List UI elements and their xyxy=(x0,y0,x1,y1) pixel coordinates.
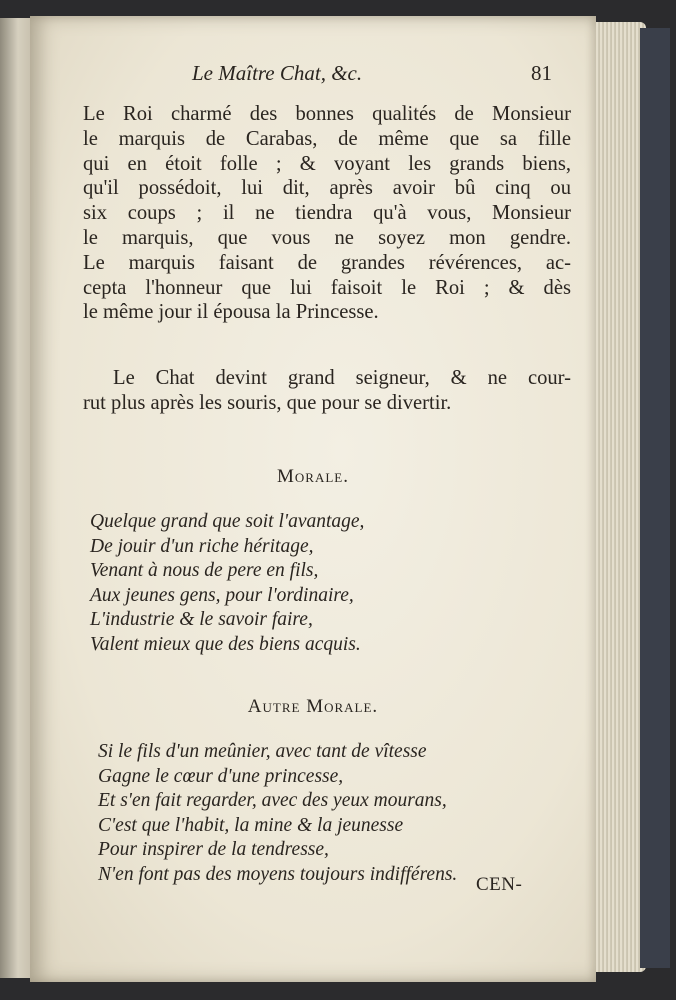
paragraph-line: Le Roi charmé des bonnes qualités de Monsieur xyxy=(83,103,571,125)
running-head xyxy=(192,61,552,86)
autre-morale-verse xyxy=(98,740,457,887)
book-cover-edge xyxy=(640,28,670,968)
paragraph-line: le marquis, que vous ne soyez mon gendre. xyxy=(83,226,571,249)
verse-line: C'est que l'habit, la mine & la jeunesse xyxy=(98,814,404,836)
running-title: Le Maître Chat, &c. xyxy=(192,61,363,85)
verse-line: Pour inspirer de la tendresse, xyxy=(98,839,329,860)
paragraph-line: qui en étoit folle ; & voyant les grands biens, xyxy=(83,152,571,175)
paragraph-line: Le marquis faisant de grandes révérences, ac- xyxy=(83,251,571,274)
catchword: CEN- xyxy=(476,874,523,895)
verse-line: Valent mieux que des biens acquis. xyxy=(90,633,361,655)
paragraph-line: le même jour il épousa la Princesse. xyxy=(83,301,379,324)
verse-line: De jouir d'un riche héritage, xyxy=(90,535,314,557)
paragraph-line: cepta l'honneur que lui faisoit le Roi ; & dès xyxy=(83,276,571,299)
page-stack-edge xyxy=(588,22,646,972)
paragraph-line: Le Chat devint grand seigneur, & ne cour- xyxy=(113,367,571,389)
verse-line: Gagne le cœur d'une princesse, xyxy=(98,765,344,787)
verse-line: Venant à nous de pere en fils, xyxy=(90,560,319,581)
paragraph-2 xyxy=(83,366,571,416)
morale-heading: Morale. xyxy=(277,466,349,487)
facing-page-edge xyxy=(0,18,31,978)
verse-line: Si le fils d'un meûnier, avec tant de vîtesse xyxy=(98,741,427,762)
paragraph-line: qu'il possédoit, lui dit, après avoir bû cinq ou xyxy=(83,177,571,200)
paragraph-1 xyxy=(83,102,571,325)
paragraph-line: le marquis de Carabas, de même que sa fille xyxy=(83,127,571,150)
paragraph-line: six coups ; il ne tiendra qu'à vous, Monsieur xyxy=(83,202,571,225)
verse-line: Quelque grand que soit l'avantage, xyxy=(90,511,365,532)
morale-verse xyxy=(90,510,364,657)
verse-line: L'industrie & le savoir faire, xyxy=(90,609,313,630)
autre-morale-heading: Autre Morale. xyxy=(247,696,379,717)
paragraph-line: rut plus après les souris, que pour se divertir. xyxy=(83,391,452,414)
verse-line: Aux jeunes gens, pour l'ordinaire, xyxy=(90,584,354,606)
book-page xyxy=(30,16,596,982)
page-number: 81 xyxy=(531,61,552,85)
verse-line: N'en font pas des moyens toujours indifférens. xyxy=(98,863,458,885)
verse-line: Et s'en fait regarder, avec des yeux mourans, xyxy=(98,790,447,811)
